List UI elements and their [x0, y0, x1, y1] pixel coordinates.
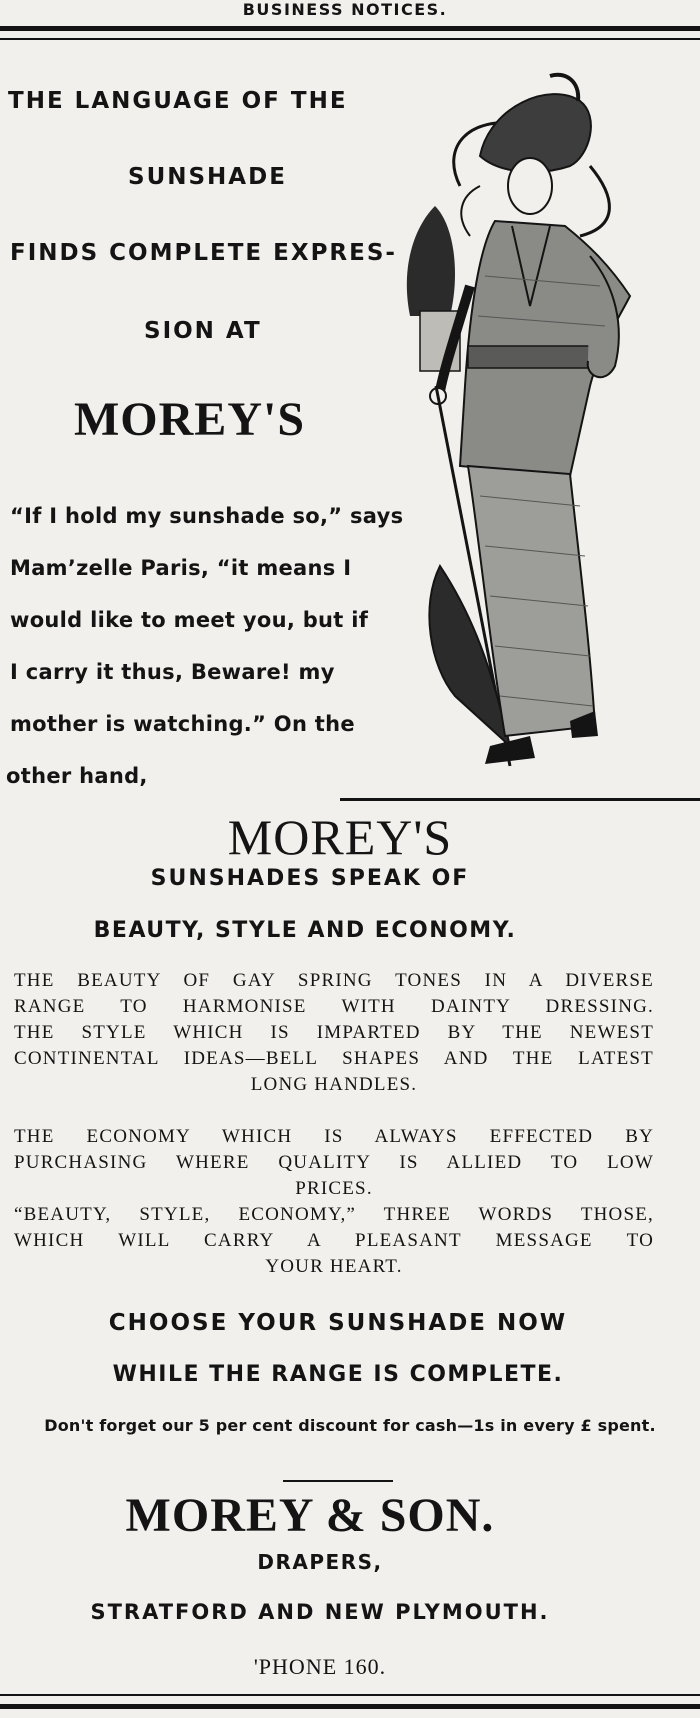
cta-line-2: WHILE THE RANGE IS COMPLETE. [112, 1362, 564, 1387]
intro-line-4: SION AT [144, 318, 262, 344]
lady-with-sunshade-illustration [400, 46, 700, 816]
firm-name: MOREY & SON. [125, 1489, 495, 1542]
bottom-rule-thin [0, 1694, 700, 1696]
headline-sub-2: BEAUTY, STYLE AND ECONOMY. [93, 918, 517, 943]
quote-line-5: mother is watching.” On the [10, 712, 355, 736]
quote-line-6: other hand, [6, 764, 148, 788]
body-line: LONG HANDLES. [250, 1074, 418, 1095]
quote-line-3: would like to meet you, but if [10, 608, 369, 632]
body-para-2 [14, 1124, 654, 1202]
top-rule-thin [0, 38, 700, 40]
phone: 'PHONE 160. [253, 1654, 387, 1679]
body-line: CONTINENTAL IDEAS—BELL SHAPES AND THE LATEST [14, 1048, 654, 1069]
body-line: YOUR HEART. [265, 1256, 403, 1277]
quote-line-4: I carry it thus, Beware! my [10, 660, 335, 684]
quote-line-1: “If I hold my sunshade so,” says [10, 504, 404, 528]
body-line: PURCHASING WHERE QUALITY IS ALLIED TO LOW [14, 1152, 654, 1173]
body-line: THE BEAUTY OF GAY SPRING TONES IN A DIVERSE [14, 970, 654, 991]
quote-line-2: Mam’zelle Paris, “it means I [10, 556, 352, 580]
footer-short-rule [283, 1480, 393, 1482]
bottom-rule-thick [0, 1704, 700, 1709]
discount-note: Don't forget our 5 per cent discount for cash—1s in every £ spent. [44, 1416, 656, 1435]
cta-line-1: CHOOSE YOUR SUNSHADE NOW [108, 1310, 568, 1336]
body-line: “BEAUTY, STYLE, ECONOMY,” THREE WORDS THOSE, [14, 1204, 654, 1225]
body-line: THE STYLE WHICH IS IMPARTED BY THE NEWEST [14, 1022, 654, 1043]
locations: STRATFORD AND NEW PLYMOUTH. [90, 1600, 550, 1624]
body-line: THE ECONOMY WHICH IS ALWAYS EFFECTED BY [14, 1126, 654, 1147]
body-line: RANGE TO HARMONISE WITH DAINTY DRESSING. [14, 996, 654, 1017]
headline-sub-1: SUNSHADES SPEAK OF [150, 866, 470, 891]
section-title: BUSINESS NOTICES. [242, 0, 448, 19]
mid-rule [340, 798, 700, 801]
body-para-3 [14, 1202, 654, 1280]
intro-line-3: FINDS COMPLETE EXPRES- [10, 240, 397, 266]
body-para-1 [14, 968, 654, 1098]
intro-line-1: THE LANGUAGE OF THE [8, 88, 348, 114]
top-rule-thick [0, 26, 700, 31]
headline-brand: MOREY'S [227, 809, 453, 865]
trade: DRAPERS, [257, 1550, 383, 1574]
body-line: WHICH WILL CARRY A PLEASANT MESSAGE TO [14, 1230, 654, 1251]
intro-brand: MOREY'S [74, 393, 306, 446]
body-line: PRICES. [295, 1178, 373, 1199]
intro-line-2: SUNSHADE [128, 164, 287, 190]
